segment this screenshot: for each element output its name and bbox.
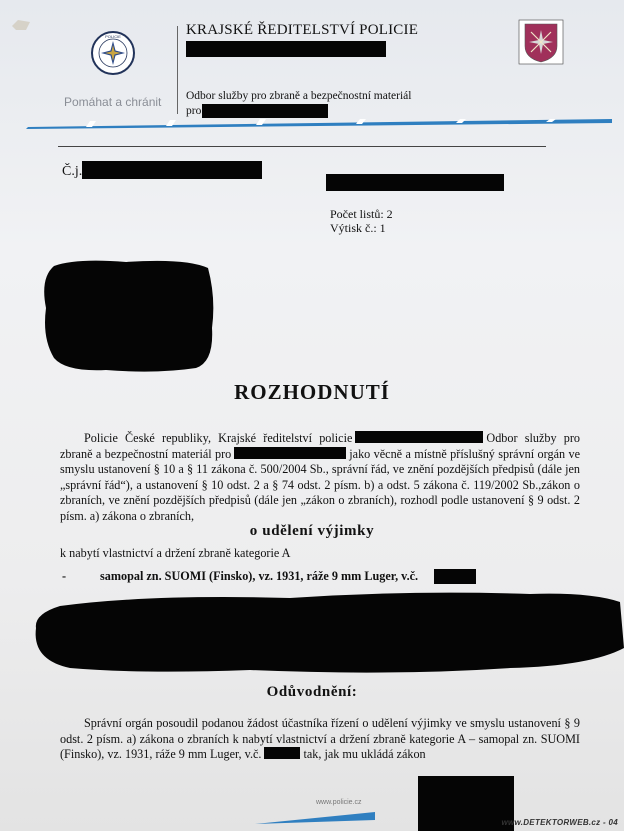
redaction-department [202,104,328,118]
item-dash: - [62,569,67,583]
header-divider [177,26,178,114]
footer-stripe [255,812,375,824]
intro-text-2: Odbor služby pro zbraně a bezpečnostní materiál pro [60,431,580,461]
intro-text-3: jako věcně a místně příslušný správní orgán ve smyslu ustanovení § 10 a § 11 zákona č. 500/2004 Sb., správní řád, ve znění pozdějších předpisů (dále jen „správní řád“), a ustanovení § 10 odst. 2 a § 74 odst. 2 písm. b) a odst. 5 zákona č. 119/2002 Sb.,zákon o zbraních, ve znění pozdějších předpisů (dále jen „zákon o zbraních), rozhodl podle ustanovení § 9 odst. 2 písm. a) zákona o zbraních, [60,446,580,523]
acquisition-line: k nabytí vlastnictví a držení zbraně kategorie A [60,546,291,560]
footer-url: www.policie.cz [316,799,362,806]
weapon-item: samopal zn. SUOMI (Finsko), vz. 1931, ráže 9 mm Luger, v.č. [100,569,419,583]
department-line-prefix: pro [186,105,202,117]
redaction-serial [434,569,476,584]
copy-number: Výtisk č.: 1 [330,221,386,235]
justification-text-2: tak, jak mu ukládá zákon [303,747,426,762]
justification-text [60,716,580,763]
intro-text-1: Policie České republiky, Krajské ředitelství policie [84,431,353,445]
redaction-location-date [326,174,504,191]
redaction-region-name [186,41,386,57]
header-stripe [26,119,612,129]
regional-crest-icon [517,18,565,66]
reference-rule [58,146,546,147]
justification-heading: Odůvodnění: [266,684,358,700]
motto: Pomáhat a chránit [64,95,162,109]
document-title: ROZHODNUTÍ [234,380,390,404]
reference-number-label: Č.j. [62,164,83,179]
decision-intro [60,431,580,525]
svg-text:POLICIE: POLICIE [105,34,121,39]
justification-text-1: Správní orgán posoudil podanou žádost účastníka řízení o udělení výjimky ve smyslu ustanovení § 9 odst. 2 písm. a) zákona o zbraních k nabytí vlastnictví a držení zbraně kategorie A – samopal zn. SUOMI (Finsko), vz. 1931, ráže 9 mm Luger, v.č. [60,716,580,762]
watermark-text: www.DETEKTORWEB.cz - 04 [501,818,618,827]
redaction-addressee [36,258,216,374]
redaction-inline-department [234,447,346,459]
redaction-applicant [30,588,624,676]
decision-subheading: o udělení výjimky [249,523,375,539]
page-count-block [330,207,393,235]
redaction-reference [82,161,262,179]
organization-name: KRAJSKÉ ŘEDITELSTVÍ POLICIE [186,22,419,38]
page-count: Počet listů: 2 [330,207,393,221]
department-line: Odbor služby pro zbraně a bezpečnostní materiál [186,90,412,102]
tape-mark [10,18,32,32]
redaction-inline-serial [264,747,300,759]
police-star-emblem-icon [90,30,136,76]
redaction-inline-region [355,431,483,443]
redaction-footer [418,776,514,831]
